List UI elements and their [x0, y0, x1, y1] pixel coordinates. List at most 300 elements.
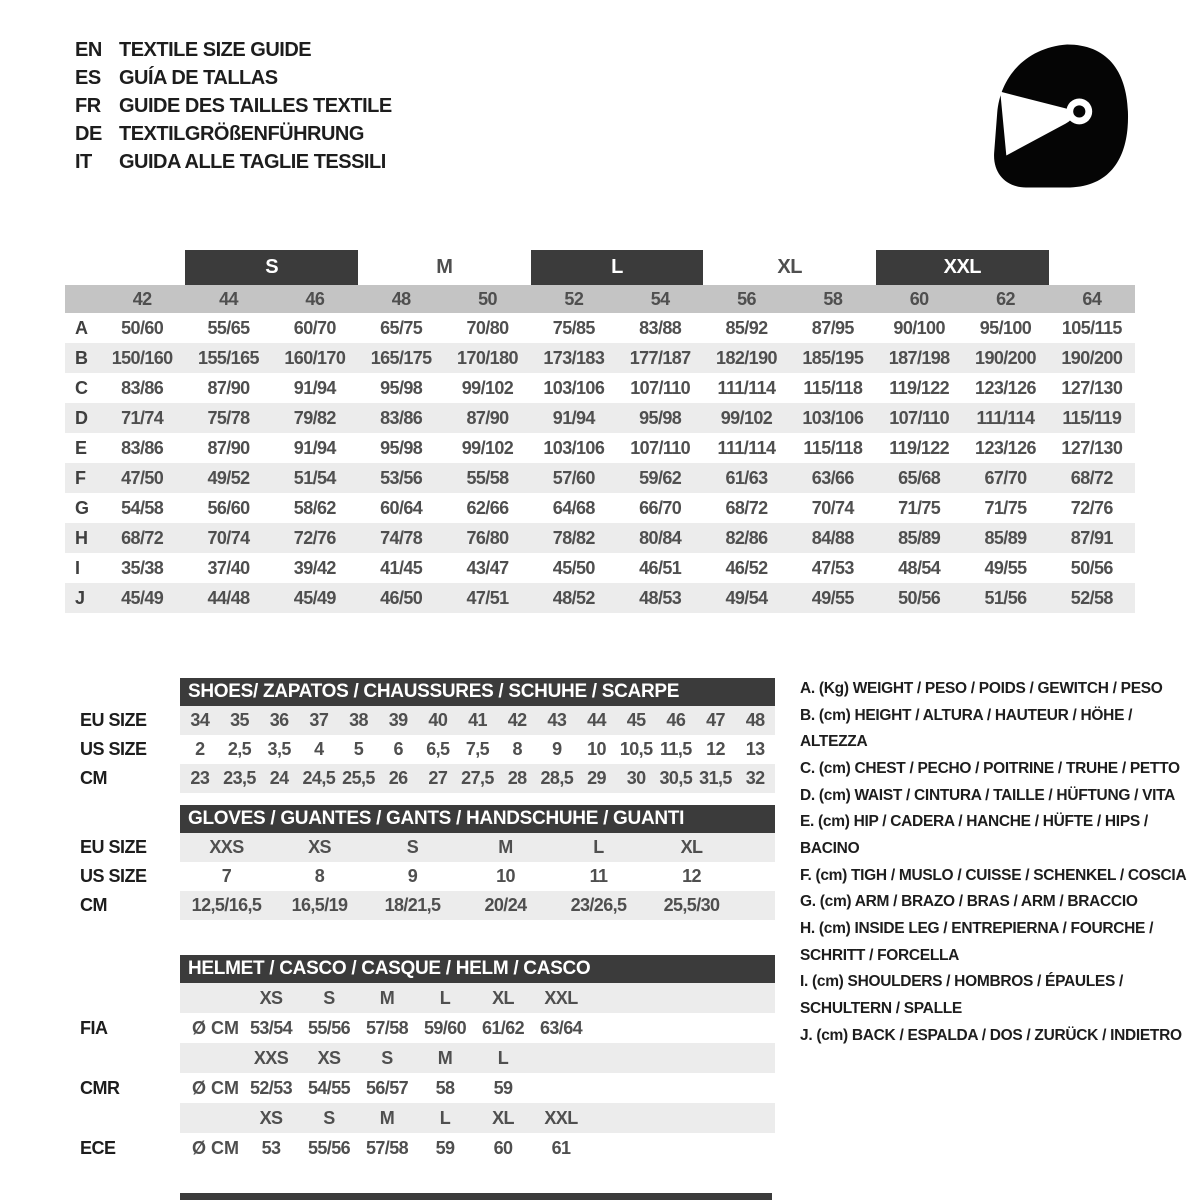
measure-value: 85/92: [725, 317, 768, 338]
measure-value: 70/74: [207, 527, 250, 548]
measure-value: 115/118: [803, 437, 863, 458]
shoes-us-size-label: US SIZE: [80, 739, 147, 759]
measure-value: 75/78: [207, 407, 250, 428]
measure-value: 85/89: [898, 527, 941, 548]
size-number-header: 42: [132, 288, 152, 309]
textile-row-G: [65, 493, 1135, 523]
measure-value: 87/91: [1070, 527, 1113, 548]
spacer: [80, 983, 180, 1013]
textile-row-A: [65, 313, 1135, 343]
measure-value: 87/90: [466, 407, 509, 428]
diameter-label: Ø CM: [192, 1077, 239, 1098]
measure-value: 127/130: [1061, 437, 1123, 458]
spacer: [80, 805, 180, 833]
measure-value: 48/52: [552, 587, 595, 608]
measure-value: 79/82: [293, 407, 336, 428]
measure-value: 187/198: [888, 347, 950, 368]
measure-row-label: C: [75, 377, 88, 398]
size-group-xl: XL: [777, 256, 802, 278]
measure-value: 47/50: [121, 467, 164, 488]
diameter-label: Ø CM: [192, 1137, 239, 1158]
gloves-eu-size-label: EU SIZE: [80, 837, 147, 857]
measure-value: 52/58: [1070, 587, 1113, 608]
measure-value: 41/45: [380, 557, 423, 578]
guide-title: TEXTILGRÖßENFÜHRUNG: [119, 122, 364, 145]
size-value: 11: [589, 866, 608, 886]
measure-value: 70/74: [811, 497, 854, 518]
size-value: 20/24: [484, 895, 527, 915]
measure-row-label: J: [75, 587, 86, 608]
measure-value: 115/119: [1062, 407, 1122, 428]
size-value: XS: [308, 837, 331, 857]
shoes-us-row: [180, 735, 775, 764]
gloves-us-row: [180, 862, 775, 891]
cmr-sizes-row: [180, 1043, 775, 1073]
measure-value: 107/110: [630, 437, 691, 458]
size-value: 40: [428, 710, 448, 730]
size-group-s: S: [185, 250, 358, 285]
textile-row-B: [65, 343, 1135, 373]
size-value: 36: [269, 710, 289, 730]
gloves-us-size-label: US SIZE: [80, 866, 147, 886]
measure-row-label: H: [75, 527, 88, 548]
legend-item: A. (Kg) WEIGHT / PESO / POIDS / GEWITCH / PESO: [800, 680, 1163, 697]
size-value: 5: [353, 739, 364, 759]
textile-size-table: [65, 250, 1135, 613]
gloves-section-bar: GLOVES / GUANTES / GANTS / HANDSCHUHE / GUANTI: [180, 805, 775, 833]
size-number-header: 46: [305, 288, 325, 309]
ece-sizes-row: [180, 1103, 775, 1133]
guide-title: GUIDA ALLE TAGLIE TESSILI: [119, 150, 386, 173]
measure-value: 46/51: [639, 557, 682, 578]
textile-row-E: [65, 433, 1135, 463]
measure-value: 99/102: [461, 377, 514, 398]
shoes-section: [80, 678, 775, 793]
textile-row-J: [65, 583, 1135, 613]
measure-row-label: A: [75, 317, 88, 338]
measure-value: 68/72: [725, 497, 768, 518]
size-value: 28,5: [540, 768, 574, 788]
gloves-eu-row: [180, 833, 775, 862]
measure-value: 82/86: [725, 527, 768, 548]
measure-value: 46/50: [380, 587, 423, 608]
size-value: 7,5: [465, 739, 490, 759]
measure-row-label: F: [75, 467, 86, 488]
measure-value: 71/75: [898, 497, 941, 518]
language-row-it: [75, 148, 392, 176]
measure-value: 111/114: [976, 407, 1035, 428]
size-value: 6: [393, 739, 403, 759]
measure-value: 115/118: [803, 377, 863, 398]
helmet-section-bar: HELMET / CASCO / CASQUE / HELM / CASCO: [180, 955, 775, 983]
measure-value: 68/72: [1070, 467, 1113, 488]
gloves-cm-row: [180, 891, 775, 920]
helmet-size-value: 61/62: [481, 1017, 525, 1038]
size-value: 3,5: [267, 739, 291, 759]
measure-row-label: I: [75, 557, 81, 578]
measure-value: 165/175: [370, 347, 432, 368]
fia-values-row: [180, 1013, 775, 1043]
measure-value: 182/190: [716, 347, 777, 368]
measure-value: 51/54: [293, 467, 336, 488]
size-value: 28: [507, 768, 527, 788]
shoes-eu-row: [180, 706, 775, 735]
helmet-size-label: XXL: [544, 1107, 578, 1128]
size-group-l: L: [531, 250, 704, 285]
measure-value: 53/56: [380, 467, 423, 488]
size-group-m: M: [436, 256, 453, 278]
helmet-size-label: L: [497, 1047, 509, 1068]
size-number-header: 52: [564, 288, 584, 309]
helmet-size-value: 59: [493, 1077, 513, 1098]
measure-value: 87/90: [207, 377, 250, 398]
cmr-values-row: [180, 1073, 775, 1103]
size-number-header: 64: [1082, 288, 1102, 309]
measure-value: 70/80: [466, 317, 509, 338]
helmet-size-label: M: [437, 1047, 453, 1068]
helmet-size-value: 53: [261, 1137, 281, 1158]
measure-value: 59/62: [639, 467, 682, 488]
size-group-header: [65, 250, 1135, 285]
size-value: 39: [388, 710, 408, 730]
measure-value: 60/70: [293, 317, 336, 338]
helmet-size-value: 59/60: [423, 1017, 467, 1038]
helmet-size-label: XXL: [544, 987, 578, 1008]
size-value: 41: [468, 710, 487, 730]
size-number-header: 44: [219, 288, 238, 309]
measure-value: 103/106: [543, 437, 605, 458]
measure-value: 107/110: [630, 377, 691, 398]
measure-value: 76/80: [466, 527, 509, 548]
measure-value: 91/94: [293, 377, 336, 398]
size-value: 30: [626, 768, 646, 788]
measure-value: 83/88: [639, 317, 682, 338]
fia-label: FIA: [80, 1017, 108, 1038]
measure-value: 66/70: [639, 497, 682, 518]
shoes-section-bar: SHOES/ ZAPATOS / CHAUSSURES / SCHUHE / SCARPE: [180, 678, 775, 706]
size-value: 42: [507, 710, 527, 730]
language-code: FR: [75, 94, 101, 117]
language-row-de: [75, 120, 392, 148]
measure-value: 46/52: [725, 557, 768, 578]
measure-value: 50/60: [121, 317, 164, 338]
measure-value: 37/40: [207, 557, 250, 578]
size-value: XXS: [209, 837, 244, 857]
measure-value: 173/183: [543, 347, 605, 368]
helmet-size-label: L: [439, 987, 451, 1008]
measure-value: 177/187: [629, 347, 691, 368]
size-value: 29: [587, 768, 606, 788]
measure-value: 83/86: [121, 437, 164, 458]
size-value: 2,5: [227, 739, 252, 759]
guide-title: TEXTILE SIZE GUIDE: [119, 38, 312, 61]
helmet-size-value: 63/64: [539, 1017, 583, 1038]
measure-value: 50/56: [1070, 557, 1113, 578]
size-value: 8: [314, 866, 325, 886]
size-value: 23,5: [223, 768, 256, 788]
measure-value: 72/76: [293, 527, 336, 548]
measure-value: 48/54: [898, 557, 941, 578]
size-value: 8: [512, 739, 522, 759]
cmr-label: CMR: [80, 1077, 120, 1098]
size-value: 6,5: [426, 739, 450, 759]
fia-sizes-row: [180, 983, 775, 1013]
measure-value: 44/48: [207, 587, 250, 608]
diameter-label: Ø CM: [192, 1017, 239, 1038]
measure-value: 67/70: [984, 467, 1027, 488]
helmet-size-label: XS: [259, 987, 283, 1008]
size-value: M: [498, 837, 513, 857]
measure-value: 45/49: [121, 587, 164, 608]
size-value: 26: [388, 768, 408, 788]
language-row-es: [75, 64, 392, 92]
size-number-header-row: [65, 285, 1135, 313]
size-number-header: 50: [478, 288, 497, 309]
measure-value: 170/180: [457, 347, 518, 368]
measure-value: 60/64: [380, 497, 423, 518]
size-value: 47: [706, 710, 725, 730]
measure-value: 71/75: [984, 497, 1027, 518]
helmet-section: [80, 955, 775, 1163]
measure-value: 83/86: [121, 377, 164, 398]
measure-row-label: B: [75, 347, 88, 368]
measure-value: 91/94: [293, 437, 336, 458]
measure-value: 105/115: [1061, 317, 1122, 338]
textile-measure-rows: [65, 313, 1135, 613]
measure-value: 51/56: [984, 587, 1027, 608]
measure-value: 75/85: [552, 317, 595, 338]
size-value: 10: [587, 739, 606, 759]
helmet-size-label: L: [439, 1107, 451, 1128]
size-value: 12,5/16,5: [191, 895, 262, 915]
language-code: EN: [75, 38, 102, 61]
size-value: 48: [745, 710, 765, 730]
measure-value: 49/55: [811, 587, 854, 608]
measure-value: 85/89: [984, 527, 1027, 548]
measure-value: 65/75: [380, 317, 423, 338]
measure-row-label: E: [75, 437, 88, 458]
measure-value: 95/100: [979, 317, 1032, 338]
measure-value: 99/102: [720, 407, 773, 428]
spacer: [180, 1043, 242, 1073]
measure-value: 95/98: [380, 437, 423, 458]
measure-value: 119/122: [889, 437, 950, 458]
size-number-header: 60: [909, 288, 929, 309]
size-number-header: 56: [737, 288, 756, 309]
ece-label: ECE: [80, 1137, 116, 1158]
helmet-size-value: 58: [435, 1077, 455, 1098]
size-value: 23: [190, 768, 210, 788]
size-number-header: 62: [996, 288, 1015, 309]
size-value: 24,5: [302, 768, 336, 788]
textile-row-F: [65, 463, 1135, 493]
size-value: 32: [745, 768, 765, 788]
size-value: 34: [190, 710, 210, 730]
measure-value: 61/63: [725, 467, 768, 488]
size-value: 37: [309, 710, 329, 730]
measure-value: 55/65: [207, 317, 250, 338]
measure-value: 95/98: [639, 407, 682, 428]
helmet-size-value: 56/57: [365, 1077, 409, 1098]
size-value: 10: [496, 866, 515, 886]
size-value: 7: [221, 866, 232, 886]
helmet-size-value: 52/53: [249, 1077, 293, 1098]
measurement-legend: [800, 676, 1200, 1049]
legend-item: D. (cm) WAIST / CINTURA / TAILLE / HÜFTUNG / VITA: [800, 786, 1176, 804]
size-value: 35: [230, 710, 249, 730]
language-title-list: [75, 36, 392, 176]
measure-value: 127/130: [1061, 377, 1123, 398]
header-spacer: [65, 285, 99, 313]
measure-value: 43/47: [466, 557, 509, 578]
legend-item: G. (cm) ARM / BRAZO / BRAS / ARM / BRACCIO: [800, 893, 1138, 911]
measure-value: 57/60: [552, 467, 595, 488]
measure-value: 47/53: [811, 557, 854, 578]
spacer: [180, 1103, 242, 1133]
measure-value: 55/58: [466, 467, 509, 488]
helmet-size-value: 54/55: [307, 1077, 351, 1098]
helmet-size-value: 55/56: [307, 1137, 351, 1158]
textile-row-C: [65, 373, 1135, 403]
size-value: 45: [626, 710, 646, 730]
measure-value: 111/114: [717, 437, 776, 458]
legend-item: I. (cm) SHOULDERS / HOMBROS / ÉPAULES / SCHULTERN / SPALLE: [800, 973, 1124, 1017]
measure-value: 83/86: [380, 407, 423, 428]
language-row-fr: [75, 92, 392, 120]
helmet-size-label: S: [381, 1047, 393, 1068]
measure-value: 111/114: [717, 377, 776, 398]
size-number-header: 48: [391, 288, 411, 309]
helmet-size-label: XS: [259, 1107, 283, 1128]
spacer: [80, 1103, 180, 1133]
guide-title: GUIDE DES TAILLES TEXTILE: [119, 94, 392, 117]
gloves-cm-label: CM: [80, 895, 107, 915]
measure-value: 48/53: [639, 587, 682, 608]
measure-value: 91/94: [552, 407, 595, 428]
helmet-size-value: 61: [551, 1137, 571, 1158]
language-code: ES: [75, 66, 101, 89]
helmet-size-value: 53/54: [249, 1017, 293, 1038]
helmet-size-label: S: [323, 987, 335, 1008]
helmet-size-label: XL: [492, 987, 514, 1008]
legend-item: B. (cm) HEIGHT / ALTURA / HAUTEUR / HÖHE / ALTEZZA: [800, 706, 1133, 751]
language-row-en: [75, 36, 392, 64]
measure-value: 78/82: [552, 527, 595, 548]
size-value: 4: [314, 739, 324, 759]
helmet-size-value: 57/58: [365, 1017, 409, 1038]
legend-item: F. (cm) TIGH / MUSLO / CUISSE / SCHENKEL / COSCIA: [800, 866, 1187, 884]
measure-value: 62/66: [466, 497, 509, 518]
measure-value: 45/50: [552, 557, 595, 578]
size-value: 9: [407, 866, 418, 886]
helmet-size-label: M: [379, 987, 395, 1008]
size-value: S: [406, 837, 419, 857]
textile-row-I: [65, 553, 1135, 583]
size-value: 10,5: [619, 739, 653, 759]
size-value: 25,5/30: [663, 895, 720, 915]
measure-value: 54/58: [121, 497, 164, 518]
racing-helmet-icon: [982, 36, 1134, 196]
measure-value: 87/95: [811, 317, 854, 338]
size-value: 13: [745, 739, 765, 759]
guide-title: GUÍA DE TALLAS: [119, 66, 278, 89]
measure-value: 74/78: [380, 527, 423, 548]
measure-value: 49/52: [207, 467, 250, 488]
shoes-cm-label: CM: [80, 768, 107, 788]
measure-value: 185/195: [802, 347, 864, 368]
measure-value: 64/68: [552, 497, 595, 518]
ece-values-row: [180, 1133, 775, 1163]
size-value: 43: [547, 710, 567, 730]
shoes-eu-size-label: EU SIZE: [80, 710, 147, 730]
measure-value: 90/100: [893, 317, 945, 338]
size-value: 31,5: [699, 768, 732, 788]
size-value: 27: [428, 768, 448, 788]
measure-value: 56/60: [207, 497, 250, 518]
measure-value: 84/88: [811, 527, 854, 548]
measure-value: 45/49: [293, 587, 336, 608]
measure-value: 39/42: [293, 557, 336, 578]
size-group-xxl: XXL: [876, 250, 1049, 285]
spacer: [80, 955, 180, 983]
measure-value: 103/106: [802, 407, 864, 428]
gloves-section: [80, 805, 775, 920]
size-value: 25,5: [342, 768, 375, 788]
measure-value: 35/38: [121, 557, 164, 578]
size-value: 27,5: [461, 768, 494, 788]
helmet-size-value: 59: [435, 1137, 455, 1158]
size-value: 44: [587, 710, 606, 730]
legend-item: E. (cm) HIP / CADERA / HANCHE / HÜFTE / HIPS / BACINO: [800, 813, 1148, 857]
size-value: 38: [349, 710, 368, 730]
size-value: 18/21,5: [384, 895, 441, 915]
legend-item: H. (cm) INSIDE LEG / ENTREPIERNA / FOURCHE / SCHRITT / FORCELLA: [800, 919, 1154, 964]
helmet-size-value: 57/58: [365, 1137, 409, 1158]
measure-value: 71/74: [121, 407, 164, 428]
legend-item: J. (cm) BACK / ESPALDA / DOS / ZURÜCK / INDIETRO: [800, 1026, 1182, 1044]
size-value: 9: [552, 739, 562, 759]
helmet-size-label: XS: [317, 1047, 341, 1068]
language-code: IT: [75, 150, 92, 173]
measure-value: 155/165: [198, 347, 259, 368]
spacer: [80, 1043, 180, 1073]
measure-value: 50/56: [898, 587, 941, 608]
size-value: 2: [195, 739, 205, 759]
size-value: L: [593, 837, 604, 857]
measure-value: 58/62: [293, 497, 336, 518]
helmet-size-label: XXS: [253, 1047, 289, 1068]
measure-value: 49/55: [984, 557, 1027, 578]
measure-value: 72/76: [1070, 497, 1113, 518]
size-value: 12: [682, 866, 701, 886]
measure-value: 123/126: [975, 377, 1036, 398]
measure-value: 107/110: [889, 407, 950, 428]
measure-row-label: D: [75, 407, 88, 428]
measure-value: 80/84: [639, 527, 682, 548]
measure-value: 103/106: [543, 377, 605, 398]
measure-value: 150/160: [111, 347, 173, 368]
measure-value: 49/54: [725, 587, 768, 608]
measure-value: 63/66: [811, 467, 854, 488]
measure-value: 95/98: [380, 377, 423, 398]
cropped-next-section-bar: [180, 1193, 772, 1200]
measure-value: 160/170: [284, 347, 346, 368]
size-value: 11,5: [660, 739, 692, 759]
size-number-header: 58: [823, 288, 843, 309]
measure-value: 87/90: [207, 437, 250, 458]
shoes-cm-row: [180, 764, 775, 793]
measure-value: 119/122: [889, 377, 950, 398]
